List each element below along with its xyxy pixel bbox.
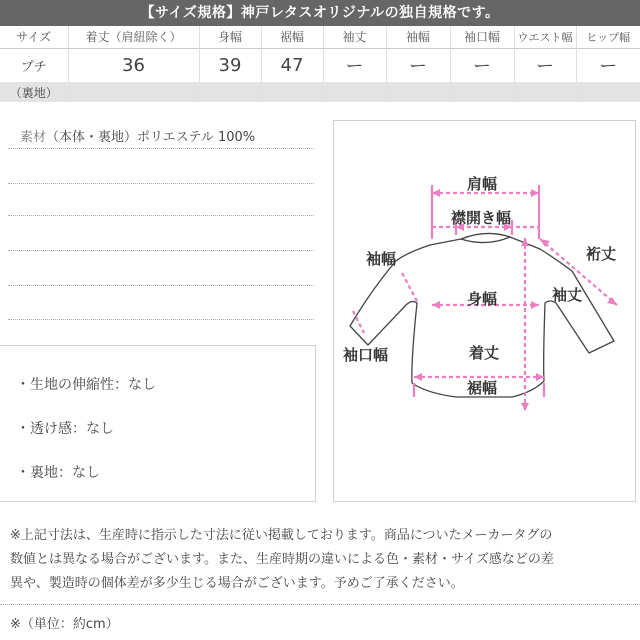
property-sheerness: ・透け感：なし bbox=[16, 421, 114, 437]
label-sleeve-length: 袖丈 bbox=[552, 286, 583, 304]
material-text: （本体・裏地）ポリエステル 100% bbox=[46, 130, 256, 145]
unit-note: ※（単位：約cm） bbox=[10, 617, 119, 632]
material-info bbox=[20, 126, 255, 145]
row-label: プチ bbox=[0, 48, 68, 82]
table-cell bbox=[386, 82, 450, 102]
table-cell bbox=[199, 82, 261, 102]
note-line: 数値とは異なる場合がございます。また、生産時期の違いによる色・素材・サイズ感などの差 bbox=[10, 552, 554, 567]
table-cell: ー bbox=[323, 48, 386, 82]
table-row bbox=[0, 48, 640, 82]
property-stretch: ・生地の伸縮性：なし bbox=[16, 377, 156, 393]
measurement-diagram bbox=[333, 120, 636, 502]
column-header: 着丈（肩紐除く） bbox=[68, 26, 199, 48]
column-header: 袖丈 bbox=[323, 26, 386, 48]
table-cell: ー bbox=[450, 48, 514, 82]
table-row bbox=[0, 82, 640, 102]
label-raglan-length: 裄丈 bbox=[586, 245, 617, 263]
table-cell bbox=[576, 82, 640, 102]
table-cell: ー bbox=[576, 48, 640, 82]
column-header: 裾幅 bbox=[261, 26, 323, 48]
column-header: 袖幅 bbox=[386, 26, 450, 48]
divider bbox=[8, 285, 314, 286]
label-neck-width: 襟開き幅 bbox=[451, 209, 512, 227]
note-line: 異や、製造時の個体差が多少生じる場合がございます。予めご了承ください。 bbox=[10, 576, 464, 591]
column-header: 身幅 bbox=[199, 26, 261, 48]
column-header: 袖口幅 bbox=[450, 26, 514, 48]
table-cell bbox=[514, 82, 576, 102]
divider bbox=[8, 183, 314, 184]
fabric-properties-box bbox=[0, 345, 316, 502]
divider bbox=[8, 250, 314, 251]
size-spec-header: 【サイズ規格】神戸レタスオリジナルの独自規格です。 bbox=[0, 0, 640, 26]
property-lining: ・裏地：なし bbox=[16, 465, 100, 481]
column-header: ウエスト幅 bbox=[514, 26, 576, 48]
column-header: ヒップ幅 bbox=[576, 26, 640, 48]
table-cell: ー bbox=[386, 48, 450, 82]
label-body-width: 身幅 bbox=[467, 290, 498, 308]
table-cell bbox=[323, 82, 386, 102]
label-shoulder-width: 肩幅 bbox=[467, 175, 498, 193]
table-cell bbox=[450, 82, 514, 102]
label-hem-width: 裾幅 bbox=[467, 379, 498, 397]
row-label: （裏地） bbox=[0, 82, 68, 102]
disclaimer-notes bbox=[10, 524, 635, 596]
column-header: サイズ bbox=[0, 26, 68, 48]
size-table bbox=[0, 26, 640, 102]
table-cell: 36 bbox=[68, 48, 199, 82]
table-cell: 47 bbox=[261, 48, 323, 82]
label-total-length: 着丈 bbox=[469, 344, 500, 362]
divider bbox=[8, 148, 314, 149]
divider bbox=[0, 604, 640, 605]
table-cell: 39 bbox=[199, 48, 261, 82]
divider bbox=[8, 215, 314, 216]
label-sleeve-width: 袖幅 bbox=[366, 250, 397, 268]
table-cell bbox=[68, 82, 199, 102]
material-label: 素材 bbox=[20, 130, 47, 145]
note-line: ※上記寸法は、生産時に指示した寸法に従い掲載しております。商品についたメーカータグの bbox=[10, 528, 553, 543]
size-table-header-row bbox=[0, 26, 640, 48]
divider bbox=[8, 319, 314, 320]
label-cuff-width: 袖口幅 bbox=[343, 346, 389, 364]
table-cell: ー bbox=[514, 48, 576, 82]
table-cell bbox=[261, 82, 323, 102]
